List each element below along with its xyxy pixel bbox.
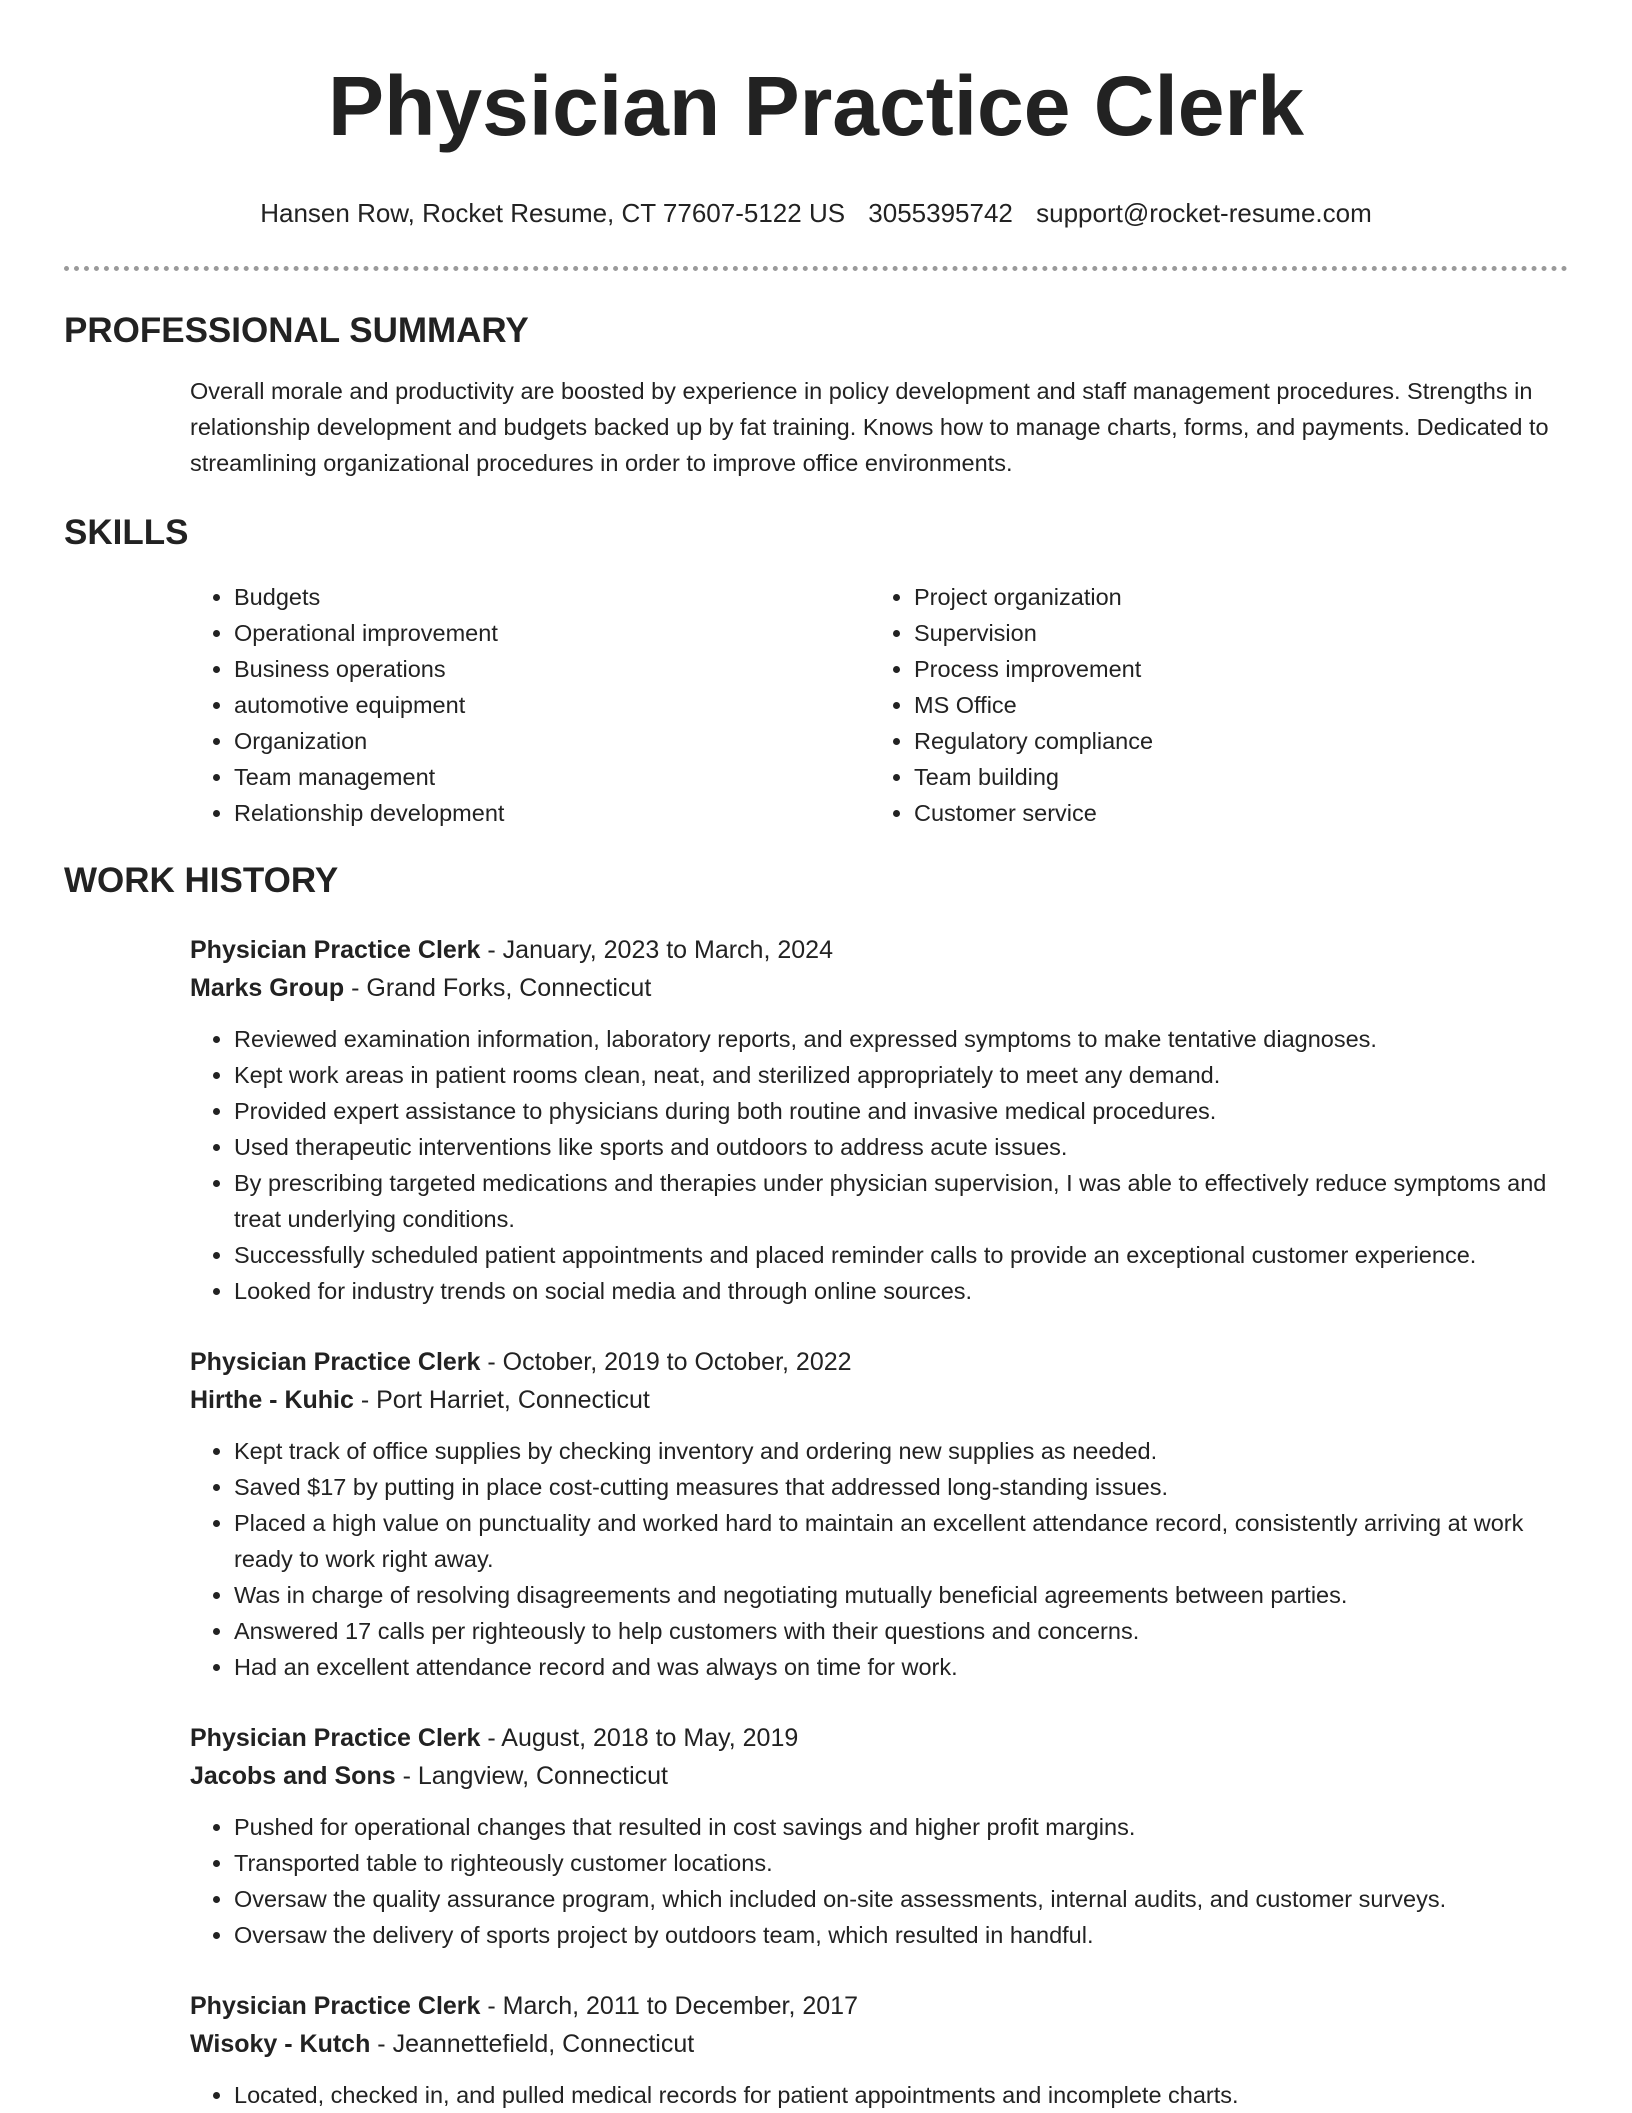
job-title: Physician Practice Clerk bbox=[190, 1348, 481, 1376]
job-bullet: • Saved $17 by putting in place cost-cutting measures that addressed long-standing issues. bbox=[234, 1469, 1562, 1505]
skill-item: • Operational improvement bbox=[234, 615, 870, 651]
skill-item: • MS Office bbox=[914, 687, 1153, 723]
job-location: Langview, Connecticut bbox=[417, 1762, 669, 1790]
job-title-line bbox=[190, 1719, 1562, 1757]
job-entry bbox=[190, 1343, 1632, 1685]
job-title: Physician Practice Clerk bbox=[190, 936, 481, 964]
work-history-section bbox=[0, 859, 1632, 2113]
job-bullet: • By prescribing targeted medications and therapies under physician supervision, I was able to effectively reduce symptoms and treat underlying conditions. bbox=[234, 1165, 1562, 1237]
job-title-line bbox=[190, 931, 1562, 969]
job-title-separator: - bbox=[480, 936, 503, 964]
skills-column-left bbox=[190, 579, 870, 831]
job-title-separator: - bbox=[480, 1348, 503, 1376]
job-bullet: • Transported table to righteously customer locations. bbox=[234, 1845, 1562, 1881]
job-dates: January, 2023 to March, 2024 bbox=[502, 936, 833, 964]
job-title-separator: - bbox=[480, 1992, 503, 2020]
job-bullets bbox=[190, 1809, 1562, 1953]
job-entry bbox=[190, 1719, 1632, 1953]
skill-item: • Customer service bbox=[914, 795, 1153, 831]
job-entry bbox=[190, 931, 1632, 1309]
skill-item: • automotive equipment bbox=[234, 687, 870, 723]
job-bullet: • Oversaw the quality assurance program, which included on-site assessments, internal audits, and customer surveys. bbox=[234, 1881, 1562, 1917]
job-dates: October, 2019 to October, 2022 bbox=[502, 1348, 852, 1376]
job-bullet: • Was in charge of resolving disagreements and negotiating mutually beneficial agreements between parties. bbox=[234, 1577, 1562, 1613]
job-company-line bbox=[190, 969, 1562, 1007]
job-bullet: • Looked for industry trends on social media and through online sources. bbox=[234, 1273, 1562, 1309]
skill-item: • Supervision bbox=[914, 615, 1153, 651]
skills-column-right bbox=[870, 579, 1153, 831]
job-bullets bbox=[190, 1433, 1562, 1685]
job-bullet: • Reviewed examination information, laboratory reports, and expressed symptoms to make tentative diagnoses. bbox=[234, 1021, 1562, 1057]
professional-summary-section bbox=[0, 309, 1632, 481]
job-title-separator: - bbox=[480, 1724, 502, 1752]
job-bullet: • Provided expert assistance to physicians during both routine and invasive medical procedures. bbox=[234, 1093, 1562, 1129]
job-entry bbox=[190, 1987, 1632, 2113]
job-location: Jeannettefield, Connecticut bbox=[392, 2030, 695, 2058]
skill-item: • Business operations bbox=[234, 651, 870, 687]
job-location: Grand Forks, Connecticut bbox=[366, 974, 652, 1002]
contact-email: support@rocket-resume.com bbox=[1036, 198, 1372, 228]
job-company: Wisoky - Kutch bbox=[190, 2030, 371, 2058]
job-company-separator: - bbox=[344, 974, 367, 1002]
job-company: Jacobs and Sons bbox=[190, 1762, 396, 1790]
job-bullet: • Answered 17 calls per righteously to help customers with their questions and concerns. bbox=[234, 1613, 1562, 1649]
skill-item: • Budgets bbox=[234, 579, 870, 615]
job-bullet: • Kept work areas in patient rooms clean, neat, and sterilized appropriately to meet any demand. bbox=[234, 1057, 1562, 1093]
job-bullet: • Oversaw the delivery of sports project by outdoors team, which resulted in handful. bbox=[234, 1917, 1562, 1953]
job-company-line bbox=[190, 1381, 1562, 1419]
skill-item: • Regulatory compliance bbox=[914, 723, 1153, 759]
section-title-summary: PROFESSIONAL SUMMARY bbox=[64, 311, 529, 350]
job-company-separator: - bbox=[395, 1762, 418, 1790]
job-location: Port Harriet, Connecticut bbox=[376, 1386, 650, 1414]
skill-item: • Relationship development bbox=[234, 795, 870, 831]
skill-item: • Organization bbox=[234, 723, 870, 759]
contact-phone: 3055395742 bbox=[868, 198, 1013, 228]
job-bullet: • Successfully scheduled patient appointments and placed reminder calls to provide an exceptional customer experience. bbox=[234, 1237, 1562, 1273]
job-bullet: • Pushed for operational changes that resulted in cost savings and higher profit margins. bbox=[234, 1809, 1562, 1845]
skills-list bbox=[190, 579, 1632, 831]
job-company-separator: - bbox=[370, 2030, 393, 2058]
skill-item: • Team management bbox=[234, 759, 870, 795]
job-bullet: • Kept track of office supplies by checking inventory and ordering new supplies as needed. bbox=[234, 1433, 1562, 1469]
skill-item: • Project organization bbox=[914, 579, 1153, 615]
section-title-work-history: WORK HISTORY bbox=[64, 861, 339, 900]
summary-text: Overall morale and productivity are boosted by experience in policy development and staff management procedures. Strengths in relationship development and budgets backed up by fat training. Knows how to manage charts, forms, and payments. Dedicated to streamlining organizational procedures in order to improve office environments. bbox=[190, 378, 1549, 476]
job-bullet: • Placed a high value on punctuality and worked hard to maintain an excellent attendance record, consistently arriving at work ready to work right away. bbox=[234, 1505, 1562, 1577]
section-title-skills: SKILLS bbox=[64, 513, 189, 552]
header-divider bbox=[64, 266, 1568, 271]
candidate-name: Physician Practice Clerk bbox=[328, 59, 1304, 153]
job-bullet: • Used therapeutic interventions like sports and outdoors to address acute issues. bbox=[234, 1129, 1562, 1165]
job-company: Hirthe - Kuhic bbox=[190, 1386, 354, 1414]
job-company-line bbox=[190, 1757, 1562, 1795]
resume-header bbox=[0, 0, 1632, 230]
contact-line bbox=[0, 196, 1632, 230]
job-title: Physician Practice Clerk bbox=[190, 1992, 481, 2020]
job-title-line bbox=[190, 1987, 1562, 2025]
job-company: Marks Group bbox=[190, 974, 345, 1002]
job-bullets bbox=[190, 1021, 1562, 1309]
job-bullet: • Located, checked in, and pulled medical records for patient appointments and incomplete charts. bbox=[234, 2077, 1562, 2113]
job-dates: March, 2011 to December, 2017 bbox=[502, 1992, 858, 2020]
job-bullets bbox=[190, 2077, 1562, 2113]
job-company-separator: - bbox=[353, 1386, 377, 1414]
job-bullet: • Had an excellent attendance record and was always on time for work. bbox=[234, 1649, 1562, 1685]
skill-item: • Team building bbox=[914, 759, 1153, 795]
skill-item: • Process improvement bbox=[914, 651, 1153, 687]
skills-section bbox=[0, 511, 1632, 831]
job-title-line bbox=[190, 1343, 1562, 1381]
contact-address: Hansen Row, Rocket Resume, CT 77607-5122 US bbox=[260, 198, 846, 228]
job-dates: August, 2018 to May, 2019 bbox=[501, 1724, 799, 1752]
job-title: Physician Practice Clerk bbox=[190, 1724, 481, 1752]
job-company-line bbox=[190, 2025, 1562, 2063]
